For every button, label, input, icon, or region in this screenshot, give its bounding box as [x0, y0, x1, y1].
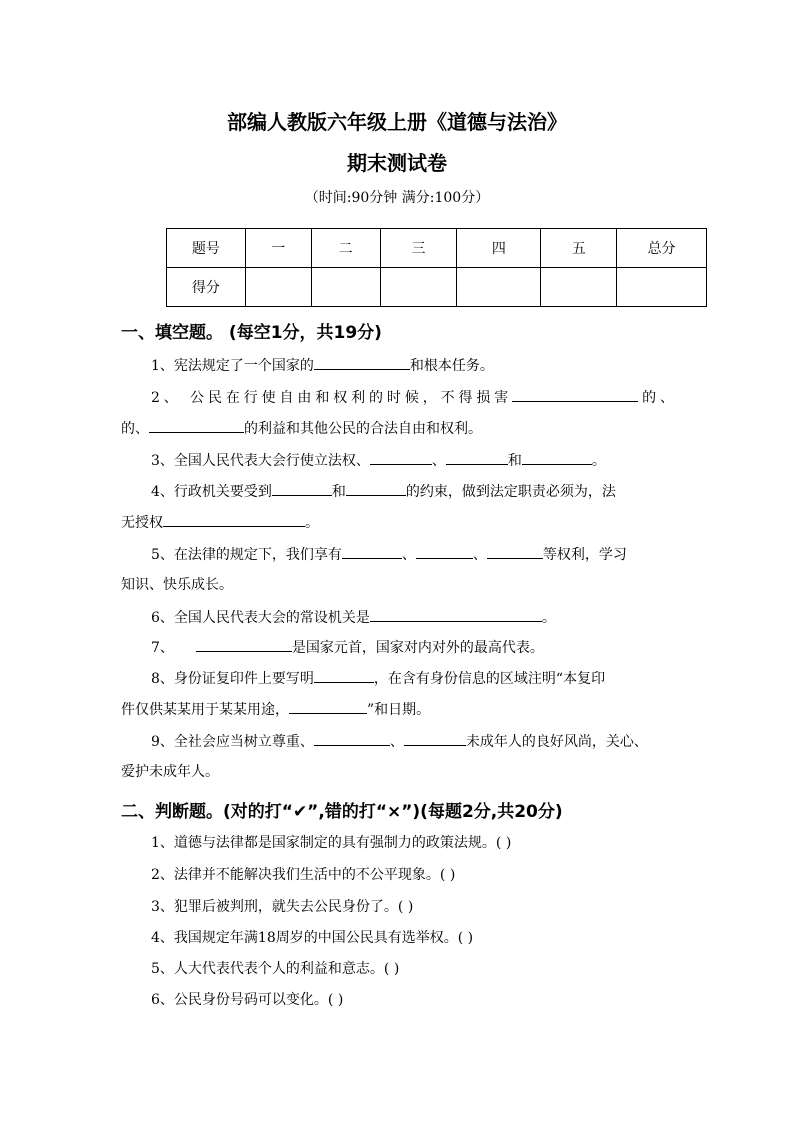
- question-4-cont: 无授权 。: [121, 512, 674, 533]
- exam-subtitle: 期末测试卷: [347, 151, 447, 175]
- score-table-score-row: [167, 268, 707, 307]
- answer-blank[interactable]: [370, 607, 542, 622]
- question-3: 3、全国人民代表大会行使立法权、 、 和 。: [151, 450, 674, 471]
- answer-blank[interactable]: [314, 355, 410, 370]
- question-7: 7、 是国家元首，国家对内对外的最高代表。: [151, 637, 674, 658]
- answer-blank[interactable]: [314, 731, 390, 746]
- answer-blank[interactable]: [512, 387, 638, 402]
- judge-item: 2、法律并不能解决我们生活中的不公平现象。( ): [151, 867, 456, 883]
- score-cell[interactable]: [245, 268, 311, 307]
- question-2: 2、 公民在行使自由和权利的时候，不得损害 的、: [151, 387, 674, 408]
- score-cell[interactable]: [457, 268, 541, 307]
- question-1: 1、宪法规定了一个国家的 和根本任务。: [151, 355, 674, 376]
- exam-title: 部编人教版六年级上册《道德与法治》: [227, 110, 567, 134]
- judge-item: 5、人大代表代表个人的利益和意志。( ): [151, 961, 400, 977]
- question-9: 9、全社会应当树立尊重、 、 未成年人的良好风尚，关心、: [151, 731, 674, 752]
- exam-meta: （时间:90分钟 满分:100分）: [304, 190, 490, 206]
- score-table-header-row: [167, 229, 707, 268]
- score-table-header-cell: 一: [245, 229, 311, 268]
- question-6: 6、全国人民代表大会的常设机关是 。: [151, 607, 674, 628]
- answer-blank[interactable]: [487, 544, 543, 559]
- judge-item: 6、公民身份号码可以变化。( ): [151, 992, 344, 1008]
- question-8: 8、身份证复印件上要写明 ，在含有身份信息的区域注明“本复印: [151, 668, 674, 689]
- answer-blank[interactable]: [149, 418, 244, 433]
- score-table-header-cell: 二: [311, 229, 380, 268]
- answer-blank[interactable]: [416, 544, 473, 559]
- section2-heading: 二、判断题。(对的打“✔”,错的打“×”)(每题2分,共20分): [121, 802, 563, 822]
- section1-heading: 一、填空题。 (每空1分，共19分): [121, 323, 382, 343]
- judge-item: 3、犯罪后被判刑，就失去公民身份了。( ): [151, 899, 414, 915]
- answer-blank[interactable]: [196, 637, 292, 652]
- score-table-header-cell: 四: [457, 229, 541, 268]
- judge-item: 4、我国规定年满18周岁的中国公民具有选举权。( ): [151, 930, 474, 946]
- answer-blank[interactable]: [522, 450, 592, 465]
- score-table: [166, 228, 707, 307]
- score-row-label: 得分: [167, 268, 246, 307]
- score-cell[interactable]: [380, 268, 457, 307]
- answer-blank[interactable]: [346, 481, 406, 496]
- answer-blank[interactable]: [404, 731, 466, 746]
- judge-item: 1、道德与法律都是国家制定的具有强制力的政策法规。( ): [151, 835, 512, 851]
- score-cell[interactable]: [311, 268, 380, 307]
- question-4: 4、行政机关要受到 和 的约束，做到法定职责必须为，法: [151, 481, 674, 502]
- answer-blank[interactable]: [370, 450, 432, 465]
- answer-blank[interactable]: [446, 450, 508, 465]
- score-table-header-cell: 总分: [617, 229, 707, 268]
- answer-blank[interactable]: [289, 699, 367, 714]
- answer-blank[interactable]: [163, 512, 305, 527]
- answer-blank[interactable]: [272, 481, 332, 496]
- score-cell[interactable]: [541, 268, 617, 307]
- question-8-cont: 件仅供某某用于某某用途， ”和日期。: [121, 699, 674, 720]
- answer-blank[interactable]: [314, 668, 374, 683]
- score-cell[interactable]: [617, 268, 707, 307]
- question-9-cont: 爱护未成年人。: [121, 764, 219, 780]
- question-5-cont: 知识、快乐成长。: [121, 577, 233, 593]
- question-2-cont: 的、 的利益和其他公民的合法自由和权利。: [121, 418, 674, 439]
- answer-blank[interactable]: [342, 544, 402, 559]
- question-5: 5、在法律的规定下，我们享有 、 、 等权利，学习: [151, 544, 674, 565]
- score-table-header-cell: 三: [380, 229, 457, 268]
- score-table-header-cell: 题号: [167, 229, 246, 268]
- score-table-header-cell: 五: [541, 229, 617, 268]
